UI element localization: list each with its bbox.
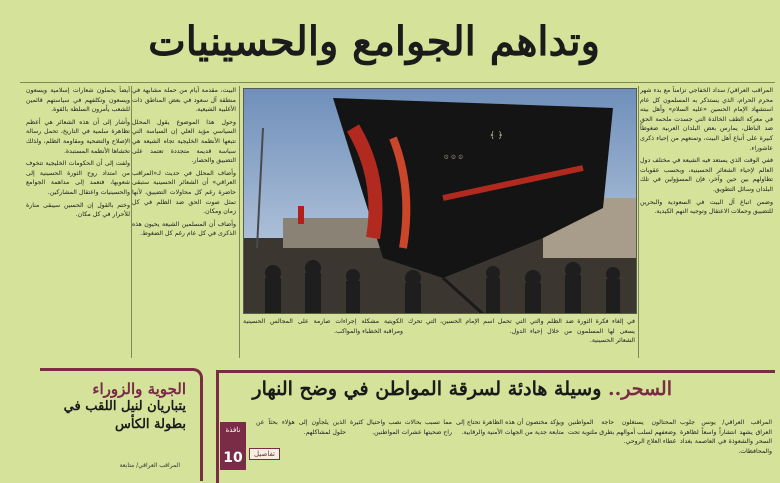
column-divider <box>638 86 639 358</box>
paragraph: أيضاً يحملون شعارات إسلامية ويسعون ويسعون وتكلفهم في سياستهم قائمين للشعب يأمرون السلطة بالقوة. <box>26 87 130 114</box>
sidebar-byline: المراقب العراقي/ متابعة <box>119 462 180 469</box>
article-column-under-c: الكويتية مشكلة إجراءات صارمة على المجالس الحسينية ومراقبة الخطباء والمواكب. <box>243 318 403 335</box>
bottom-column: ويؤكد مختصون أن هذه الظاهرة تحتاج إلى متابعة جدية من الجهات الأمنية والرقابية. <box>456 419 564 436</box>
paragraph: وأشار إلى أن هذه الشعائر هي أعظم تظاهرة سلمية في التاريخ، تحمل رسالة الإصلاح والتضحية ومقاومة الظلم، ولذلك تخشاها الأنظمة المستبدة. <box>26 118 130 155</box>
details-link[interactable]: تفاصيل <box>249 448 280 460</box>
number-badge-value: 10 <box>223 450 243 466</box>
article-column-left-b <box>26 86 130 356</box>
bottom-column: المحتالون يستغلون حاجة المواطنين وضعفهم لسلب أموالهم بطرق ملتوية تحت غطاء العلاج الروحي. <box>568 419 676 446</box>
article-column-under-b: التي تحمل اسم الإمام الحسين، التي تحرك الدول. <box>408 318 526 335</box>
paragraph: وأضاف المحلل في حديث لـ«المراقب العراقي» أن الشعائر الحسينية ستبقى حاضرة رغم كل محاولات التضييق، لأنها تمثل صوت الحق ضد الظلم في كل زمان ومكان. <box>132 169 236 216</box>
header-divider <box>20 82 775 83</box>
article-photo <box>243 88 637 314</box>
headline-line-2: وتداهم الجوامع والحسينيات <box>148 18 600 65</box>
column-divider <box>131 86 132 358</box>
paragraph: ففي الوقت الذي يستعد فيه الشيعة في مختلف دول العالم لإحياء الشعائر الحسينية، وبحسب عقوبات تطاولهم بين حين وآخر، فإن المسؤولين في تلك البلدان وسائل التطويق. <box>640 157 773 193</box>
sidebar-kicker: الجوية والزوراء <box>92 380 186 398</box>
bottom-column: مما تسبب بحالات نصب واحتيال كثيرة راح ضحيتها عشرات المواطنين. <box>350 419 452 436</box>
bottom-column: المراقب العراقي/ يونس جلوب العراق يشهد انتشاراً واسعاً لظاهرة السحر والشعوذة في العاصمة بغداد والمحافظات. <box>680 419 772 455</box>
headline-line-1 <box>40 0 740 12</box>
article-column-left-a <box>132 86 236 356</box>
paragraph: وضمن اتباع آل البيت في السعودية والبحرين للتضييق وحملات الاعتقال وتوجيه التهم الكيدية. <box>640 198 773 216</box>
paragraph: وحول هذا الموضوع يقول المحلل السياسي مؤيد العلي إن السياسة التي تتبعها الأنظمة الخليجية تجاه الشيعة هي سياسة قديمة متجددة تعتمد على التضييق والحصار. <box>132 118 236 165</box>
paragraph: البيت، مقدمة أيام من حملة مشابهة في منطقة آل سعود في بعض المناطق ذات الأغلبية الشيعية. <box>132 87 236 114</box>
paragraph: ولفت إلى أن الحكومات الخليجية تتخوف من امتداد روح الثورة الحسينية إلى شعوبها، فتعمد إلى مداهمة الجوامع والحسينيات واعتقال المشاركين. <box>26 160 130 196</box>
bottom-kicker: السحر.. <box>608 378 672 400</box>
bottom-column: الذين يلجأون إلى هؤلاء بحثاً عن حلول لمشاكلهم. <box>256 419 346 436</box>
photo-illustration <box>243 88 637 314</box>
banner-glyph-b: ۞ ۞ ۞ <box>443 151 463 160</box>
article-column-right <box>640 86 773 356</box>
page-number-badge <box>220 422 246 470</box>
bottom-headline <box>252 378 672 400</box>
paragraph: وأضاف أن المسلمين الشيعة يحيون هذه الذكرى في كل عام رغم كل الضغوط. <box>132 220 236 238</box>
number-badge-label: نافذة <box>225 426 241 434</box>
sidebar-title: يتباريان لنيل اللقب في بطولة الكأس <box>63 399 186 432</box>
paragraph: وختم بالقول إن الحسين سيبقى منارة للأحرار في كل مكان. <box>26 201 130 219</box>
article-column-under-a: في إلغاء فكرة الثورة ضد الظلم والتي يسعى لها المسلمون من خلال إحياء الشعائر الحسينية. <box>530 318 635 345</box>
bottom-title: وسيلة هادئة لسرقة المواطن في وضح النهار <box>252 378 602 400</box>
column-divider <box>239 86 240 358</box>
banner-glyph-a: ﴿ ﴾ <box>489 131 503 141</box>
paragraph: المراقب العراقي/ سداد الخفاجي تزامناً مع بدء شهر محرم الحرام، الذي يستذكر به المسلمون كل عام استشهاد الإمام الحسين «عليه السلام» وأهل بيته في معركة الطف الخالدة التي جسدت ملحمة الحق ضد الباطل، يمارس بعض البلدان العربية ضغوطاً كبيرة على أتباع أهل البيت، وتمنعهم من إحياء ذكرى عاشوراء. <box>640 87 773 152</box>
